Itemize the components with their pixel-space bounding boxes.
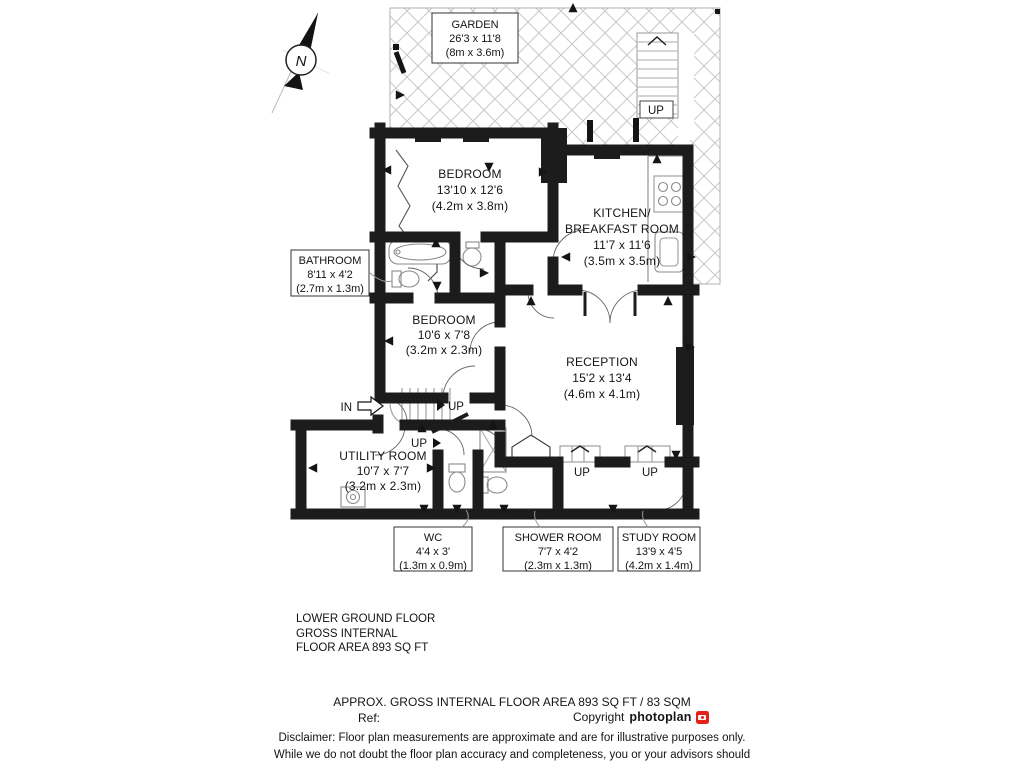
- svg-text:(3.2m x 2.3m): (3.2m x 2.3m): [344, 479, 422, 493]
- disclaimer-line2: While we do not doubt the floor plan accuracy and completeness, you or your advisors should: [273, 749, 751, 761]
- photoplan-logo-icon: [696, 711, 709, 724]
- svg-text:7'7 x 4'2: 7'7 x 4'2: [537, 546, 579, 558]
- svg-text:(4.2m x 1.4m): (4.2m x 1.4m): [625, 560, 693, 572]
- ref-label: Ref:: [358, 711, 381, 725]
- garden-dims-m: (8m x 3.6m): [445, 47, 505, 59]
- room-label-bedroom1: [432, 167, 509, 213]
- hall-up-label: UP: [448, 401, 464, 413]
- summary-line2: GROSS INTERNAL: [296, 627, 398, 640]
- svg-text:BEDROOM: BEDROOM: [438, 167, 502, 181]
- room-label-kitchen: [565, 206, 679, 268]
- fence-post: [715, 9, 720, 14]
- svg-text:BATHROOM: BATHROOM: [298, 255, 362, 267]
- svg-text:(1.3m x 0.9m): (1.3m x 0.9m): [399, 560, 467, 572]
- up-arrow-icon: [433, 438, 441, 448]
- svg-text:10'7 x 7'7: 10'7 x 7'7: [356, 464, 410, 478]
- study-up-left-label: UP: [574, 467, 590, 479]
- svg-text:8'11 x 4'2: 8'11 x 4'2: [307, 269, 353, 281]
- svg-text:(2.3m x 1.3m): (2.3m x 1.3m): [524, 560, 592, 572]
- svg-text:STUDY ROOM: STUDY ROOM: [621, 532, 697, 544]
- svg-text:13'9 x 4'5: 13'9 x 4'5: [635, 546, 683, 558]
- svg-text:(3.2m x 2.3m): (3.2m x 2.3m): [405, 343, 483, 357]
- door-swings: [375, 230, 686, 510]
- room-label-reception: [564, 355, 641, 401]
- room-label-shower: [503, 511, 613, 572]
- fence-post: [393, 44, 399, 50]
- floor-summary: [296, 612, 435, 656]
- north-compass: [272, 13, 330, 113]
- room-label-study: [618, 511, 700, 572]
- svg-text:15'2 x 13'4: 15'2 x 13'4: [572, 371, 632, 385]
- copyright-row: [573, 710, 709, 724]
- approx-area-line: APPROX. GROSS INTERNAL FLOOR AREA 893 SQ FT / 83 SQM: [333, 695, 691, 709]
- hall-up-label-2: UP: [411, 438, 427, 450]
- svg-text:(3.5m x 3.5m): (3.5m x 3.5m): [583, 254, 661, 268]
- svg-text:11'7 x 11'6: 11'7 x 11'6: [593, 238, 651, 252]
- disclaimer-line1: Disclaimer: Floor plan measurements are approximate and are for illustrative purposes only.: [278, 732, 746, 744]
- wall-stub: [587, 120, 593, 142]
- garden-label: [432, 13, 518, 63]
- wall-stub: [633, 118, 639, 142]
- garden-name: GARDEN: [451, 19, 499, 31]
- svg-text:BEDROOM: BEDROOM: [412, 313, 476, 327]
- svg-text:BREAKFAST ROOM: BREAKFAST ROOM: [565, 222, 679, 236]
- summary-line3: FLOOR AREA 893 SQ FT: [296, 642, 429, 654]
- entrance-label: IN: [340, 402, 352, 414]
- svg-text:SHOWER ROOM: SHOWER ROOM: [514, 532, 602, 544]
- svg-text:WC: WC: [423, 532, 443, 544]
- compass-north-label: N: [295, 53, 307, 70]
- chimney-breast: [676, 347, 694, 425]
- summary-line1: LOWER GROUND FLOOR: [296, 613, 436, 625]
- study-up-right-label: UP: [642, 467, 658, 479]
- svg-text:RECEPTION: RECEPTION: [566, 355, 638, 369]
- svg-text:(2.7m x 1.3m): (2.7m x 1.3m): [296, 283, 364, 295]
- svg-text:10'6 x 7'8: 10'6 x 7'8: [417, 328, 471, 342]
- room-label-bedroom2: [406, 313, 483, 357]
- room-label-utility: [339, 449, 427, 493]
- photoplan-brand: photoplan: [629, 710, 692, 724]
- svg-text:(4.2m x 3.8m): (4.2m x 3.8m): [431, 199, 509, 213]
- garden-dims-ft: 26'3 x 11'8: [449, 33, 501, 45]
- svg-text:UTILITY ROOM: UTILITY ROOM: [339, 449, 427, 463]
- svg-text:4'4 x 3': 4'4 x 3': [415, 546, 451, 558]
- svg-text:KITCHEN/: KITCHEN/: [593, 206, 651, 220]
- copyright-label: Copyright: [573, 710, 625, 724]
- svg-text:(4.6m x 4.1m): (4.6m x 4.1m): [563, 387, 641, 401]
- svg-text:13'10 x 12'6: 13'10 x 12'6: [436, 183, 504, 197]
- garden-stairs-up-label: UP: [648, 105, 664, 117]
